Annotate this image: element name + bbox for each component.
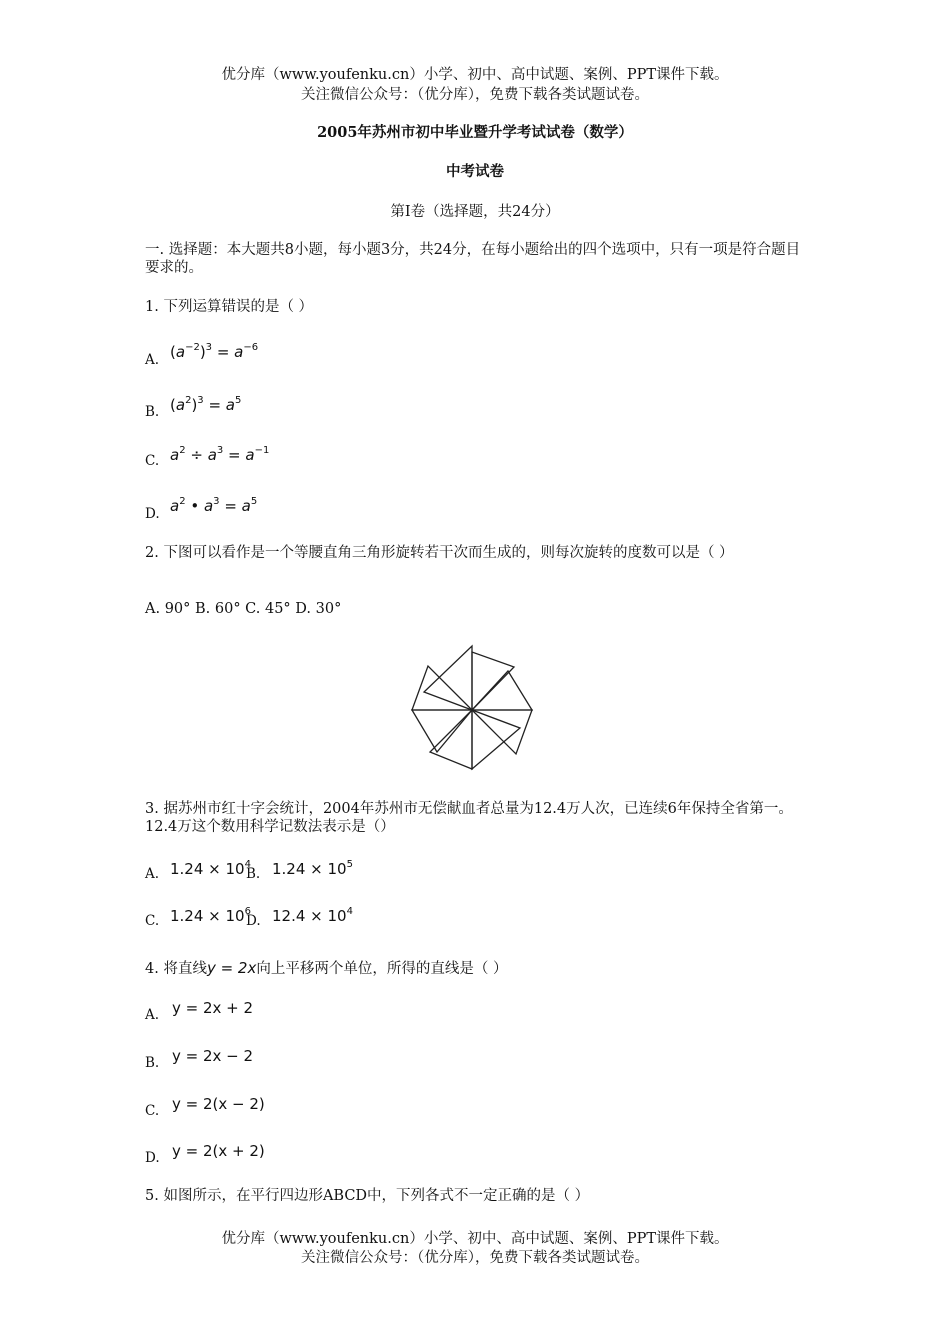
- q1-option-d-label: D.: [145, 506, 160, 522]
- q1-option-b-formula: $(a^2)^3 = a^5$: [170, 395, 242, 414]
- q3-option-c-label: C.: [145, 913, 160, 929]
- q1-option-a-label: A.: [145, 352, 160, 368]
- pinwheel-triangle-3: [412, 710, 472, 752]
- q5-stem: 5. 如图所示，在平行四边形ABCD中，下列各式不一定正确的是（ ）: [145, 1188, 590, 1204]
- q4-option-d-label: D.: [145, 1150, 160, 1166]
- q4-option-b-label: B.: [145, 1055, 160, 1071]
- q3-option-d-label: D.: [246, 913, 261, 929]
- q4-stem-formula: y = 2x: [206, 959, 257, 977]
- pinwheel-triangle-5: [472, 710, 520, 769]
- q1-option-c-formula: $a^2 \div a^3 = a^{-1}$: [170, 445, 270, 464]
- part-heading: 第Ⅰ卷（选择题，共24分）: [390, 204, 560, 220]
- header-line-1: 优分库（www.youfenku.cn）小学、初中、高中试题、案例、PPT课件下载。: [221, 67, 729, 83]
- q4-option-c-formula: y = 2(x − 2): [172, 1095, 265, 1113]
- q4-option-a-formula: y = 2x + 2: [172, 999, 254, 1017]
- q1-option-a-formula: $(a^{-2})^3 = a^{-6}$: [170, 342, 259, 361]
- q3-stem: 3. 据苏州市红十字会统计，2004年苏州市无偿献血者总量为12.4万人次，已连续6年保持全省第一。12.4万这个数用科学记数法表示是（）: [145, 801, 793, 835]
- q4-stem: 4. 将直线y = 2x向上平移两个单位，所得的直线是（ ）: [145, 959, 508, 977]
- exam-title: 2005年苏州市初中毕业暨升学考试试卷（数学）: [317, 124, 633, 141]
- pinwheel-triangle-7: [472, 671, 532, 710]
- q3-option-b-label: B.: [246, 866, 261, 882]
- pinwheel-figure: [410, 643, 536, 773]
- q4-option-a-label: A.: [145, 1007, 160, 1023]
- q4-option-c-label: C.: [145, 1103, 160, 1119]
- q3-option-d-value: $12.4 \times 10^4$: [272, 906, 353, 925]
- q2-stem: 2. 下图可以看作是一个等腰直角三角形旋转若干次而生成的，则每次旋转的度数可以是（ ）: [145, 545, 734, 561]
- section-intro: 一. 选择题：本大题共8小题，每小题3分，共24分，在每小题给出的四个选项中，只有一项是符合题目要求的。: [145, 242, 801, 276]
- q1-stem: 1. 下列运算错误的是（ ）: [145, 299, 314, 315]
- q2-options: A. 90° B. 60° C. 45° D. 30°: [145, 601, 342, 617]
- q3-option-a-label: A.: [145, 866, 160, 882]
- q3-option-c-value: $1.24 \times 10^6$: [170, 906, 251, 925]
- pinwheel-triangle-6: [472, 710, 532, 754]
- footer-line-1: 优分库（www.youfenku.cn）小学、初中、高中试题、案例、PPT课件下载。: [221, 1231, 729, 1247]
- q1-option-d-formula: $a^2$ • $a^3 = a^5$: [170, 496, 258, 515]
- q1-option-b-label: B.: [145, 404, 160, 420]
- q1-option-c-label: C.: [145, 453, 160, 469]
- exam-subtitle: 中考试卷: [446, 163, 504, 180]
- pinwheel-triangle-1: [424, 646, 472, 710]
- q3-option-b-value: $1.24 \times 10^5$: [272, 859, 353, 878]
- q4-option-d-formula: y = 2(x + 2): [172, 1142, 265, 1160]
- q3-option-a-value: $1.24 \times 10^4$: [170, 859, 251, 878]
- pinwheel-triangle-4: [430, 710, 472, 769]
- pinwheel-triangle-2: [412, 666, 472, 710]
- footer-line-2: 关注微信公众号：（优分库），免费下载各类试题试卷。: [301, 1250, 649, 1266]
- header-line-2: 关注微信公众号：（优分库），免费下载各类试题试卷。: [301, 87, 649, 103]
- pinwheel-triangle-8: [472, 652, 514, 710]
- q4-option-b-formula: y = 2x − 2: [172, 1047, 254, 1065]
